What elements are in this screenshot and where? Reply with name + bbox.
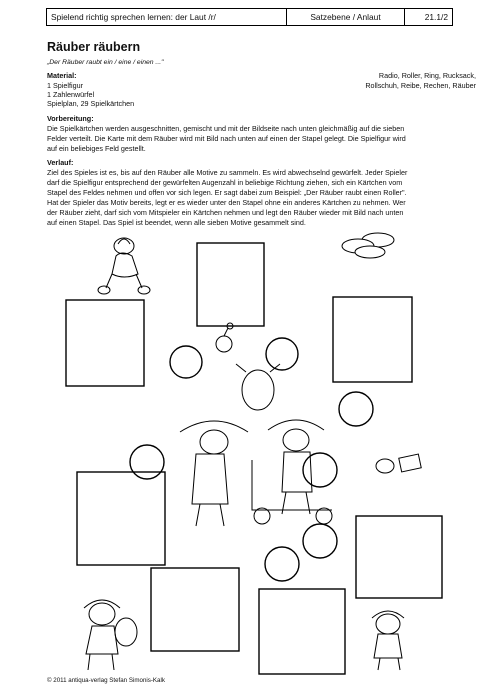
card-field-square [151,568,239,651]
material-item: Spielplan, 29 Spielkärtchen [47,99,135,108]
path-circle [266,338,298,370]
ring-radio-illustration [376,454,421,473]
robber-small-illustration [372,611,404,670]
coins-illustration [342,233,394,258]
procedure-line: Stapel des Feldes nehmen und offen vor sich legen. Er sagt dabei zum Beispiel: „Der Räuber raubt einen Roller". [47,188,407,197]
path-circle [265,547,299,581]
header-section: Satzebene / Anlaut [287,9,405,25]
preparation-line: auf ein beliebiges Feld gestellt. [47,144,146,153]
material-item: 1 Spielfigur [47,81,83,90]
procedure-heading: Verlauf: [47,158,74,167]
path-circle [170,346,202,378]
robber-illustration [98,238,150,294]
robbers-scene-illustration [180,364,332,526]
page-title: Räuber räubern [47,40,141,54]
bomb-illustration [216,323,233,352]
path-circle [339,392,373,426]
card-field-square [259,589,345,674]
procedure-line: der Räuber zieht, darf sich vom Mitspieler ein Kärtchen nehmen und legt den Räuber wieder mit Bild nach unten [47,208,404,217]
path-circle [303,453,337,487]
header-series-title: Spielend richtig sprechen lernen: der Laut /r/ [47,9,287,25]
procedure-line: Ziel des Spieles ist es, bis auf den Räuber alle Motive zu sammeln. Es wird abwechselnd gewürfelt. Jeder Spieler [47,168,408,177]
header-page-number: 21.1/2 [424,12,448,22]
card-field-square [77,472,165,565]
target-sentence: „Der Räuber raubt ein / eine / einen ..." [47,59,164,66]
material-item: 1 Zahlenwürfel [47,90,95,99]
card-field-square [356,516,442,598]
card-field-square [197,243,264,326]
material-heading: Material: [47,71,77,80]
word-list-line: Radio, Roller, Ring, Rucksack, [378,71,476,80]
path-circle [303,524,337,558]
path-circle [130,445,164,479]
card-field-square [333,297,412,382]
procedure-line: darf die Spielfigur entsprechend der gewürfelten Augenzahl in beliebige Richtung ziehen, sich ein Kärtchen vom [47,178,403,187]
copyright-footer: © 2011 antiqua-verlag Stefan Simonis-Kalk [47,677,165,684]
card-field-square [66,300,144,386]
procedure-line: Hat der Spieler das Motiv bereits, legt er es wieder unter den Stapel ohne ein anderes Kärtchen zu nehmen. Wer [47,198,406,207]
procedure-line: auf einen Stapel. Das Spiel ist beendet, wenn alle sieben Motive gesammelt sind. [47,218,306,227]
preparation-line: Felder verteilt. Die Karte mit dem Räuber wird mit Bild nach unten auf einen der Stapel gelegt. Die Spielfigur wird [47,134,406,143]
preparation-heading: Vorbereitung: [47,114,94,123]
preparation-line: Die Spielkärtchen werden ausgeschnitten, gemischt und mit der Bildseite nach unten gleichmäßig auf die sieben [47,124,405,133]
word-list-line: Rollschuh, Reibe, Rechen, Räuber [365,81,476,90]
robber-backpack-illustration [84,600,137,670]
